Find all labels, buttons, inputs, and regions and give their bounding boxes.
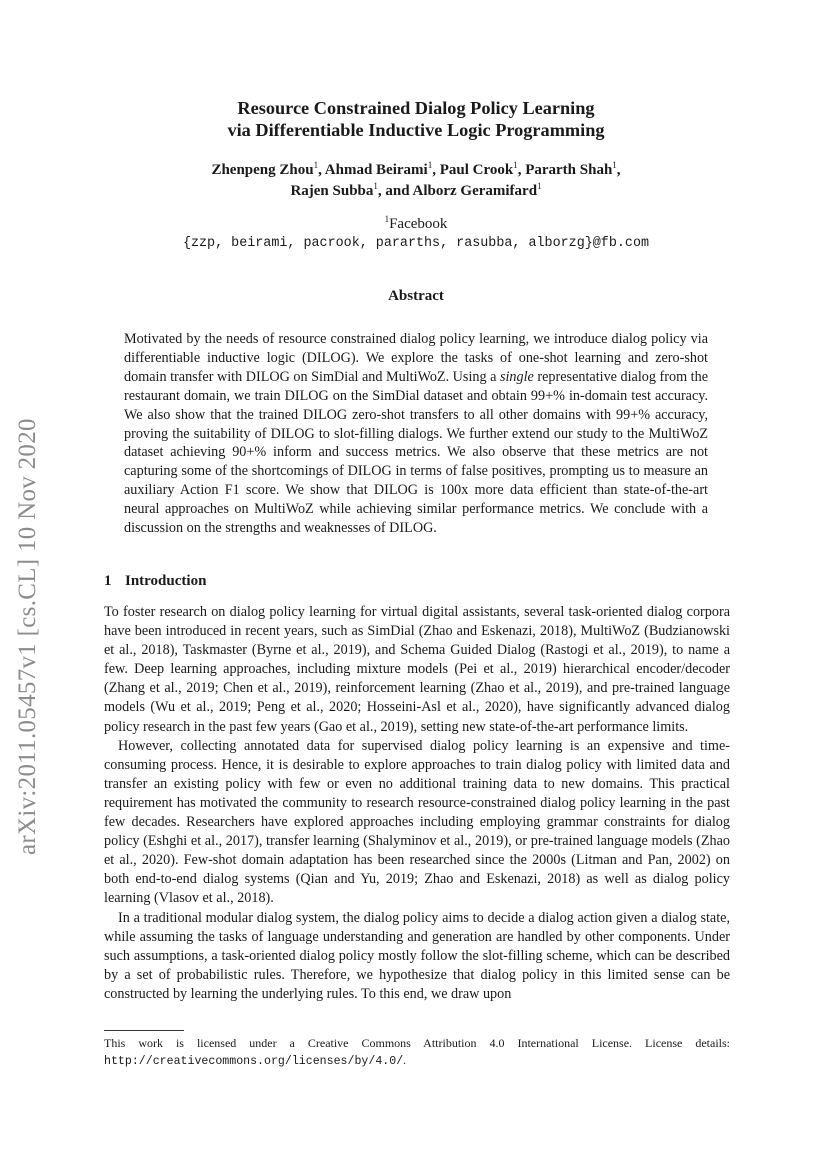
author-separator: , xyxy=(616,162,621,178)
affiliation-marker: 1 xyxy=(612,160,617,170)
author-name: Pararth Shah xyxy=(525,162,613,178)
abstract-heading: Abstract xyxy=(388,288,444,304)
author-separator: , xyxy=(318,162,325,178)
paragraph: However, collecting annotated data for supervised dialog policy learning is an expensive and time-consuming process. Hence, it is desirable to explore approaches to train dialog policy with limited data and transfer an existing policy with few or even no additional training data to new domains. This practical requirement has motivated the community to research resource-constrained dialog policy learning in the past few decades. Researchers have explored approaches including employing grammar constraints for dialog policy (Eshghi et al., 2017), transfer learning (Shalyminov et al., 2019), or pre-trained language models (Zhao et al., 2020). Few-shot domain adaptation has been researched since the 2000s (Litman and Pan, 2002) on both end-to-end dialog systems (Qian and Yu, 2019; Zhao and Eskenazi, 2018) as well as dialog policy learning (Vlasov et al., 2018). xyxy=(104,737,730,907)
arxiv-identifier-stamp: arXiv:2011.05457v1 [cs.CL] 10 Nov 2020 xyxy=(14,418,41,855)
author-name: Ahmad Beirami xyxy=(324,162,428,178)
title-line-1: Resource Constrained Dialog Policy Learning xyxy=(237,98,595,118)
title-line-2: via Differentiable Inductive Logic Programming xyxy=(227,120,605,140)
section-heading-introduction xyxy=(104,573,206,590)
author-list xyxy=(100,160,732,202)
footnote-text: This work is licensed under a Creative Commons Attribution 4.0 International License. License details: xyxy=(104,1036,730,1050)
author-name: Alborz Geramifard xyxy=(412,183,538,199)
affiliation-marker: 1 xyxy=(384,214,390,224)
abstract-text-part: representative dialog from the restaurant domain, we train DILOG on the SimDial dataset and obtain 99+% in-domain test accuracy. We also show that the trained DILOG zero-shot transfers to all other domains with 99+% accuracy, proving the suitability of DILOG to slot-filling dialogs. We further extend our study to the MultiWoZ dataset achieving 90+% inform and success metrics. We also observe that these metrics are not capturing some of the shortcomings of DILOG in terms of false positives, prompting us to measure an auxiliary Action F1 score. We show that DILOG is 100x more data efficient than state-of-the-art neural approaches on MultiWoZ while achieving similar performance metrics. We conclude with a discussion on the strengths and weaknesses of DILOG. xyxy=(124,368,708,537)
section-number: 1 xyxy=(104,573,112,589)
footnote-rule xyxy=(104,1030,184,1031)
affiliation-marker: 1 xyxy=(427,160,433,170)
author-emails: {zzp, beirami, pacrook, pararths, rasubba, alborzg}@fb.com xyxy=(182,236,650,251)
affiliation-marker: 1 xyxy=(513,160,518,170)
affiliation-name: Facebook xyxy=(389,216,448,232)
author-line-2 xyxy=(100,181,732,202)
paper-title xyxy=(100,97,732,141)
introduction-body xyxy=(104,603,730,1004)
author-separator: , and xyxy=(377,183,413,199)
affiliation-marker: 1 xyxy=(373,181,378,191)
affiliation-marker: 1 xyxy=(537,181,542,191)
abstract-text-part: Motivated by the needs of resource constrained dialog policy learning, we introduce dialog policy via differentiable inductive logic (DILOG). We explore the tasks of one-shot learning and zero-shot domain transfer with DILOG on SimDial and MultiWoZ. Using a xyxy=(124,331,708,385)
footnote xyxy=(104,1035,730,1070)
section-title: Introduction xyxy=(125,573,207,589)
author-separator: , xyxy=(517,162,526,178)
license-url-link[interactable]: http://creativecommons.org/licenses/by/4.0/ xyxy=(104,1055,404,1068)
affiliation xyxy=(100,214,732,235)
author-name: Rajen Subba xyxy=(290,183,374,199)
abstract-text xyxy=(124,330,708,538)
footnote-end: . xyxy=(403,1053,407,1067)
author-line-1 xyxy=(100,160,732,181)
author-separator: , xyxy=(432,162,440,178)
author-name: Zhenpeng Zhou xyxy=(211,162,314,178)
abstract-emphasis: single xyxy=(499,368,534,385)
paragraph: To foster research on dialog policy learning for virtual digital assistants, several task-oriented dialog corpora have been introduced in recent years, such as SimDial (Zhao and Eskenazi, 2018), MultiWoZ (Budzianowski et al., 2018), Taskmaster (Byrne et al., 2019), and Schema Guided Dialog (Rastogi et al., 2019), to name a few. Deep learning approaches, including mixture models (Pei et al., 2019) hierarchical encoder/decoder (Zhang et al., 2019; Chen et al., 2019), reinforcement learning (Zhao et al., 2019), and pre-trained language models (Wu et al., 2019; Peng et al., 2020; Hosseini-Asl et al., 2020), have significantly advanced dialog policy research in the past few years (Gao et al., 2019), setting new state-of-the-art performance limits. xyxy=(104,604,730,735)
paragraph: In a traditional modular dialog system, the dialog policy aims to decide a dialog action given a dialog state, while assuming the tasks of language understanding and generation are handled by other components. Under such assumptions, a task-oriented dialog policy mostly follow the slot-filling scheme, which can be described by a set of probabilistic rules. Therefore, we hypothesize that dialog policy in this limited sense can be constructed by learning the underlying rules. To this end, we draw upon xyxy=(104,909,730,1002)
affiliation-marker: 1 xyxy=(313,160,319,170)
author-name: Paul Crook xyxy=(439,162,514,178)
